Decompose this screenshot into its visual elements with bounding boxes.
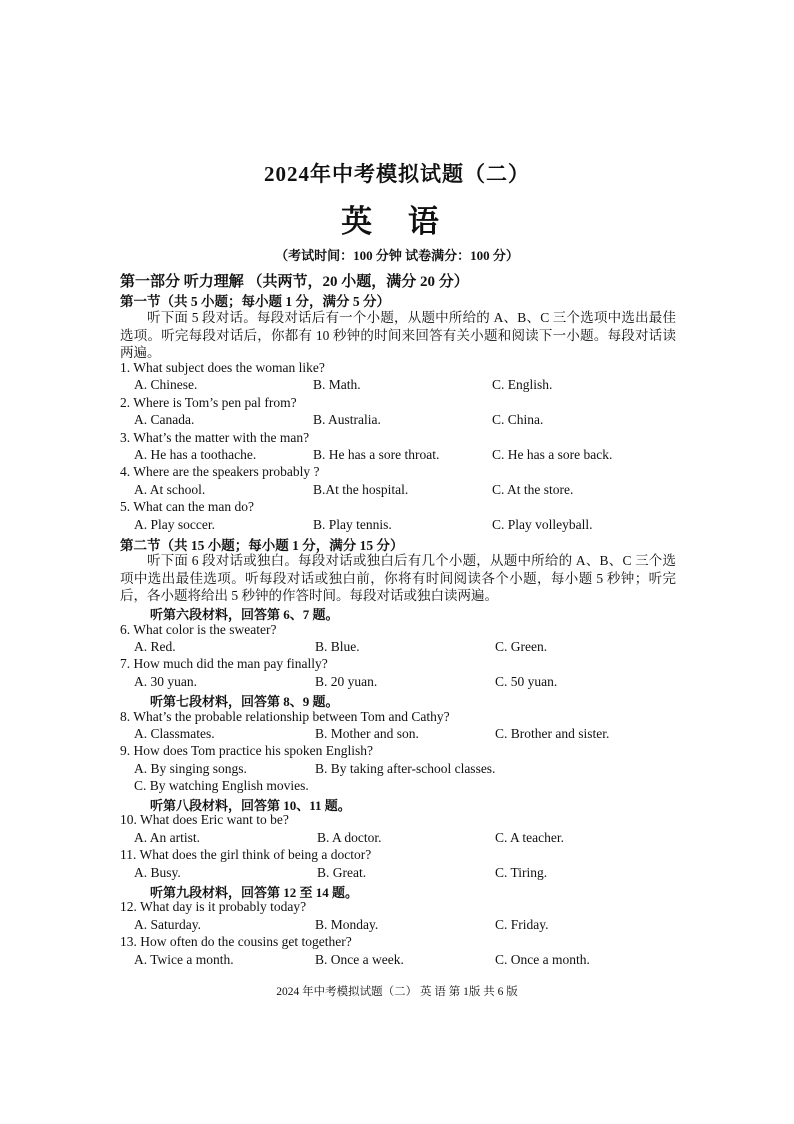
q9-option-c: C. By watching English movies. [134, 778, 309, 793]
q2-option-a: A. Canada. [134, 412, 195, 427]
q6-option-c: C. Green. [495, 639, 548, 654]
part1-heading: 第一部分 听力理解 （共两节，20 小题，满分 20 分） [120, 274, 469, 290]
q4-option-c: C. At the store. [492, 482, 574, 497]
q6-option-b: B. Blue. [315, 639, 360, 654]
exam-title: 2024年中考模拟试题（二） [264, 162, 530, 186]
material-9-label: 听第九段材料，回答第 12 至 14 题。 [150, 885, 359, 900]
question-13: 13. How often do the cousins get together? [120, 934, 352, 949]
q3-option-c: C. He has a sore back. [492, 447, 613, 462]
q4-option-b: B.At the hospital. [313, 482, 409, 497]
question-1: 1. What subject does the woman like? [120, 360, 325, 375]
section1-heading: 第一节（共 5 小题；每小题 1 分，满分 5 分） [120, 294, 390, 309]
q11-option-b: B. Great. [317, 865, 367, 880]
q2-option-c: C. China. [492, 412, 544, 427]
q6-option-a: A. Red. [134, 639, 176, 654]
q2-option-b: B. Australia. [313, 412, 381, 427]
q10-option-b: B. A doctor. [317, 830, 382, 845]
question-9: 9. How does Tom practice his spoken English? [120, 743, 374, 758]
q10-option-c: C. A teacher. [495, 830, 564, 845]
material-7-label: 听第七段材料，回答第 8、9 题。 [150, 694, 339, 709]
question-8: 8. What’s the probable relationship between Tom and Cathy? [120, 709, 450, 724]
q5-option-a: A. Play soccer. [134, 517, 215, 532]
q8-option-a: A. Classmates. [134, 726, 215, 741]
q7-option-a: A. 30 yuan. [134, 674, 197, 689]
material-6-label: 听第六段材料，回答第 6、7 题。 [150, 607, 339, 622]
section1-instructions: 听下面 5 段对话。每段对话后有一个小题，从题中所给的 A、B、C 三个选项中选出最佳选项。听完每段对话后，你都有 10 秒钟的时间来回答有关小题和阅读下一小题。每段对话读两遍。 [120, 310, 676, 360]
q9-option-a: A. By singing songs. [134, 761, 247, 776]
q7-option-b: B. 20 yuan. [315, 674, 378, 689]
q13-option-b: B. Once a week. [315, 952, 404, 967]
q3-option-a: A. He has a toothache. [134, 447, 257, 462]
q5-option-b: B. Play tennis. [313, 517, 392, 532]
q10-option-a: A. An artist. [134, 830, 200, 845]
q5-option-c: C. Play volleyball. [492, 517, 593, 532]
q11-option-a: A. Busy. [134, 865, 181, 880]
page-footer: 2024 年中考模拟试题（二） 英 语 第 1版 共 6 版 [276, 986, 518, 998]
q1-option-c: C. English. [492, 377, 553, 392]
q12-option-b: B. Monday. [315, 917, 379, 932]
material-8-label: 听第八段材料，回答第 10、11 题。 [150, 798, 351, 813]
question-3: 3. What’s the matter with the man? [120, 430, 310, 445]
q13-option-c: C. Once a month. [495, 952, 590, 967]
q1-option-b: B. Math. [313, 377, 361, 392]
q11-option-c: C. Tiring. [495, 865, 548, 880]
q12-option-a: A. Saturday. [134, 917, 201, 932]
q7-option-c: C. 50 yuan. [495, 674, 558, 689]
q9-option-b: B. By taking after-school classes. [315, 761, 496, 776]
question-12: 12. What day is it probably today? [120, 899, 307, 914]
question-10: 10. What does Eric want to be? [120, 812, 289, 827]
question-7: 7. How much did the man pay finally? [120, 656, 328, 671]
question-2: 2. Where is Tom’s pen pal from? [120, 395, 297, 410]
q8-option-b: B. Mother and son. [315, 726, 419, 741]
q1-option-a: A. Chinese. [134, 377, 198, 392]
q3-option-b: B. He has a sore throat. [313, 447, 440, 462]
q12-option-c: C. Friday. [495, 917, 549, 932]
exam-info: （考试时间：100 分钟 试卷满分：100 分） [275, 248, 519, 263]
q8-option-c: C. Brother and sister. [495, 726, 610, 741]
question-5: 5. What can the man do? [120, 499, 254, 514]
q13-option-a: A. Twice a month. [134, 952, 234, 967]
question-6: 6. What color is the sweater? [120, 622, 277, 637]
section2-instructions: 听下面 6 段对话或独白。每段对话或独白后有几个小题，从题中所给的 A、B、C 三个选项中选出最佳选项。听每段对话或独白前，你将有时间阅读各个小题，每小题 5 秒钟；听完后，各小题将给出 5 秒钟的作答时间。每段对话或独白读两遍。 [120, 553, 676, 603]
subject-title: 英 语 [341, 204, 453, 239]
question-11: 11. What does the girl think of being a doctor? [120, 847, 372, 862]
q4-option-a: A. At school. [134, 482, 206, 497]
section2-heading: 第二节（共 15 小题；每小题 1 分，满分 15 分） [120, 538, 404, 553]
question-4: 4. Where are the speakers probably ? [120, 464, 320, 479]
